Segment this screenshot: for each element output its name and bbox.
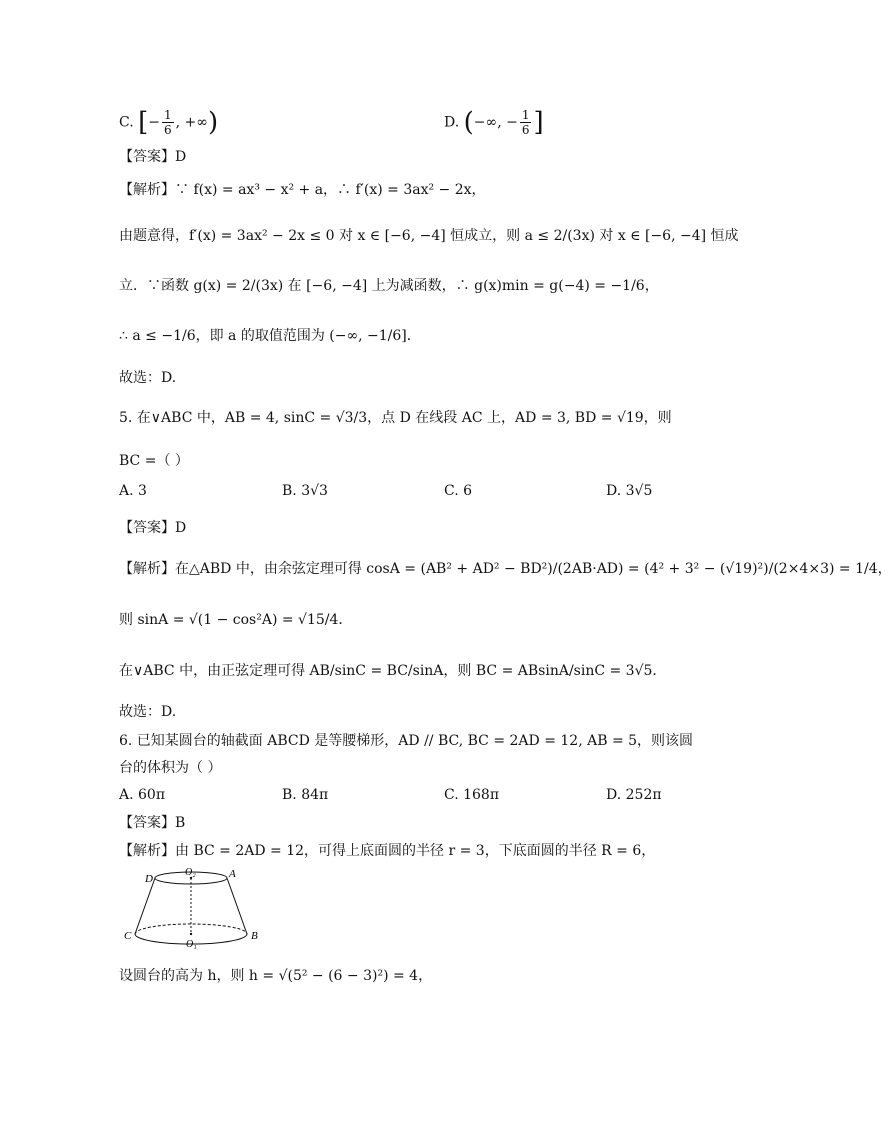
q6-stem-line-2: 台的体积为（ ） [119, 760, 222, 776]
q5-answer: 【答案】D [119, 520, 187, 536]
q4-answer: 【答案】D [119, 149, 187, 165]
q5-stem-line-2: BC =（ ） [119, 453, 189, 469]
label-d: D [145, 873, 153, 885]
bottom-ellipse-back [135, 924, 247, 934]
q4-solution-line-3: 立．∵函数 g(x) = 2/(3x) 在 [−6, −4] 上为减函数，∴ g(x)min = g(−4) = −1/6， [119, 278, 659, 294]
q4-option-d: D. (−∞, − $\frac{1}{6}$ ] [444, 107, 544, 138]
left-side [135, 878, 155, 934]
label-a: A [229, 868, 236, 880]
label-o2: O₂ [185, 867, 196, 878]
q5-option-a: A. 3 [119, 483, 147, 499]
label-b: B [251, 930, 258, 942]
q5-conclusion: 故选：D. [119, 704, 177, 720]
q5-option-d: D. 3√5 [606, 483, 653, 499]
label-c: C [124, 930, 132, 942]
q4-option-c: C. [− $\frac{1}{6}$ , +∞) [119, 107, 219, 138]
q6-option-a: A. 60π [119, 787, 166, 803]
q4-solution-line-2: 由题意得，f′(x) = 3ax² − 2x ≤ 0 对 x ∈ [−6, −4] 恒成立，则 a ≤ 2/(3x) 对 x ∈ [−6, −4] 恒成 [119, 228, 739, 244]
q6-solution-line-1: 【解析】由 BC = 2AD = 12，可得上底面圆的半径 r = 3，下底面圆的半径 R = 6， [119, 843, 656, 859]
right-side [227, 878, 247, 934]
q6-option-d: D. 252π [606, 787, 662, 803]
label-o1: O₁ [186, 939, 197, 950]
q5-stem-line-1: 5. 在∨ABC 中，AB = 4, sinC = √3/3，点 D 在线段 AC 上，AD = 3, BD = √19，则 [119, 410, 672, 426]
q6-answer: 【答案】B [119, 815, 186, 831]
frustum-figure [118, 862, 278, 952]
q5-solution-line-3: 在∨ABC 中，由正弦定理可得 AB/sinC = BC/sinA，则 BC = ABsinA/sinC = 3√5． [119, 663, 667, 679]
q5-solution-line-1: 【解析】在△ABD 中，由余弦定理可得 cosA = (AB² + AD² − BD²)/(2AB·AD) = (4² + 3² − (√19)²)/(2×4×3) = 1/4， [119, 561, 892, 577]
q5-solution-line-2: 则 sinA = √(1 − cos²A) = √15/4． [119, 612, 353, 628]
q6-option-b: B. 84π [282, 787, 329, 803]
option-label: D. [444, 114, 460, 131]
q6-option-c: C. 168π [444, 787, 500, 803]
q4-solution-line-4: ∴ a ≤ −1/6，即 a 的取值范围为 (−∞, −1/6]． [119, 328, 421, 344]
q6-solution-line-2: 设圆台的高为 h，则 h = √(5² − (6 − 3)²) = 4， [119, 968, 433, 984]
option-label: C. [119, 114, 134, 131]
q5-option-b: B. 3√3 [282, 483, 328, 499]
q6-stem-line-1: 6. 已知某圆台的轴截面 ABCD 是等腰梯形，AD // BC, BC = 2AD = 12, AB = 5，则该圆 [119, 733, 694, 749]
q5-option-c: C. 6 [444, 483, 473, 499]
q4-solution-line-1: 【解析】∵ f(x) = ax³ − x² + a，∴ f′(x) = 3ax² − 2x， [119, 182, 486, 198]
q4-conclusion: 故选：D. [119, 370, 177, 386]
